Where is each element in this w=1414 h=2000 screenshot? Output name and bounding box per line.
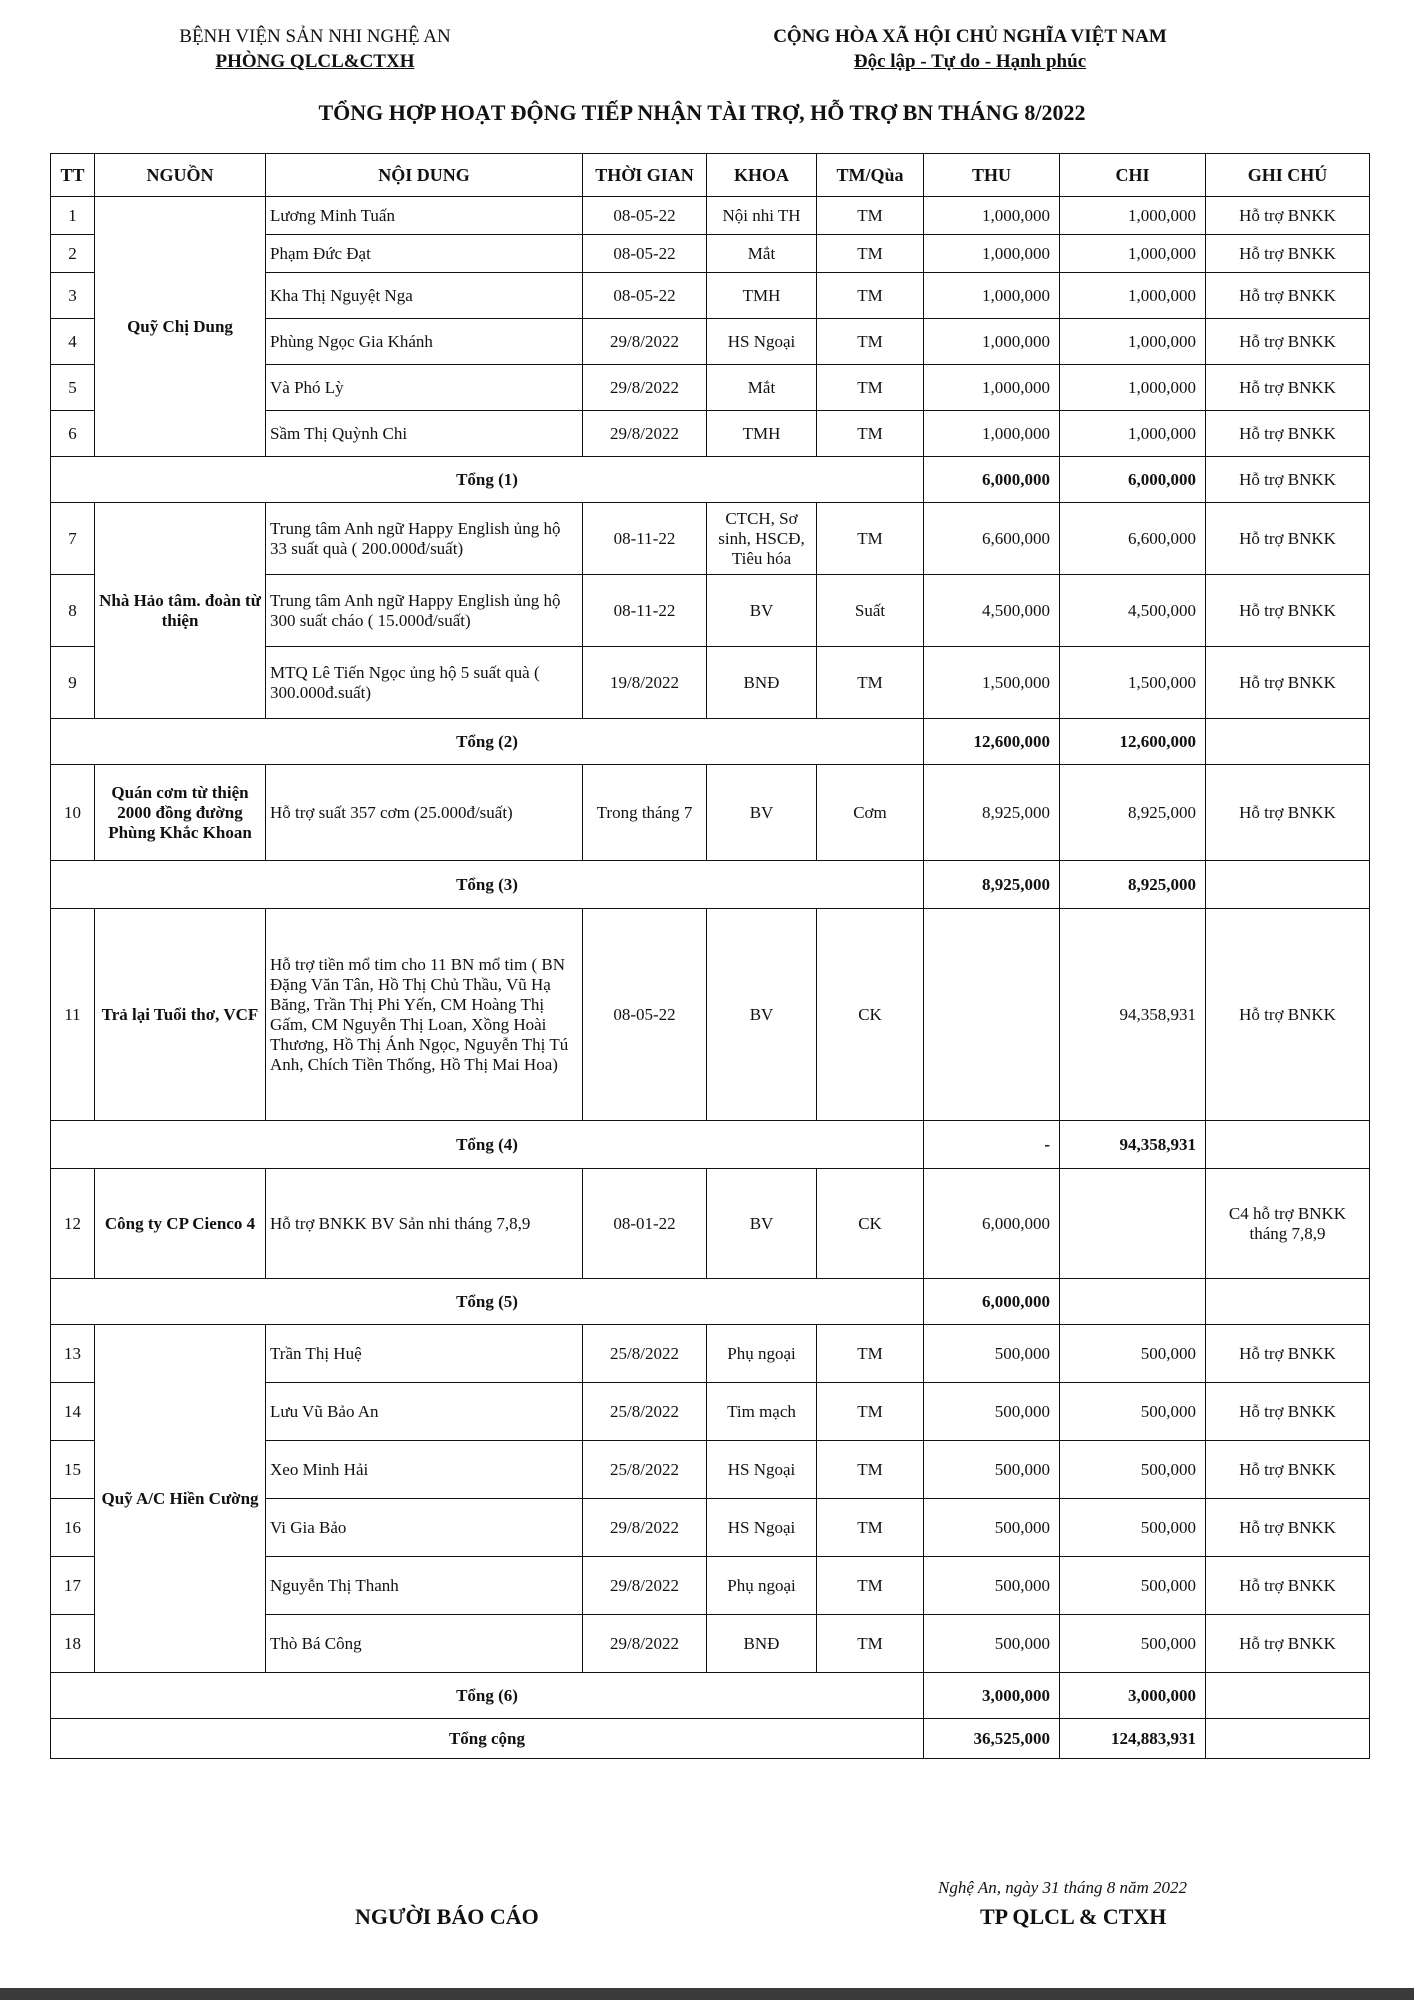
cell-time: 08-01-22 bbox=[583, 1169, 707, 1279]
column-header-source: NGUỒN bbox=[95, 154, 266, 197]
cell-content: Kha Thị Nguyệt Nga bbox=[266, 273, 583, 319]
cell-tt: 10 bbox=[51, 765, 95, 861]
cell-time: Trong tháng 7 bbox=[583, 765, 707, 861]
cell-thu bbox=[924, 909, 1060, 1121]
cell-chi: 500,000 bbox=[1060, 1383, 1206, 1441]
cell-dept: HS Ngoại bbox=[707, 1441, 817, 1499]
cell-type: TM bbox=[817, 1499, 924, 1557]
cell-note: Hỗ trợ BNKK bbox=[1206, 503, 1370, 575]
column-header-time: THỜI GIAN bbox=[583, 154, 707, 197]
cell-content: Thò Bá Công bbox=[266, 1615, 583, 1673]
subtotal-row bbox=[51, 1279, 1370, 1325]
cell-tt: 16 bbox=[51, 1499, 95, 1557]
cell-dept: HS Ngoại bbox=[707, 319, 817, 365]
cell-time: 29/8/2022 bbox=[583, 1557, 707, 1615]
reporter-signature-label: NGƯỜI BÁO CÁO bbox=[355, 1904, 539, 1929]
subtotal-chi bbox=[1060, 1279, 1206, 1325]
cell-type: TM bbox=[817, 647, 924, 719]
cell-note: Hỗ trợ BNKK bbox=[1206, 1383, 1370, 1441]
cell-thu: 1,500,000 bbox=[924, 647, 1060, 719]
national-header bbox=[740, 24, 1200, 74]
column-header-content: NỘI DUNG bbox=[266, 154, 583, 197]
hospital-header bbox=[150, 24, 480, 74]
subtotal-chi: 94,358,931 bbox=[1060, 1121, 1206, 1169]
sponsorship-table bbox=[50, 153, 1370, 1759]
cell-note: Hỗ trợ BNKK bbox=[1206, 319, 1370, 365]
cell-note: Hỗ trợ BNKK bbox=[1206, 1557, 1370, 1615]
cell-thu: 1,000,000 bbox=[924, 319, 1060, 365]
subtotal-thu: 8,925,000 bbox=[924, 861, 1060, 909]
subtotal-note bbox=[1206, 1673, 1370, 1719]
subtotal-note: Hỗ trợ BNKK bbox=[1206, 457, 1370, 503]
cell-type: TM bbox=[817, 1615, 924, 1673]
subtotal-thu: 6,000,000 bbox=[924, 457, 1060, 503]
cell-type: CK bbox=[817, 1169, 924, 1279]
table-row bbox=[51, 765, 1370, 861]
cell-content: Trần Thị Huệ bbox=[266, 1325, 583, 1383]
cell-chi: 500,000 bbox=[1060, 1499, 1206, 1557]
bottom-bar bbox=[0, 1988, 1414, 2000]
cell-time: 19/8/2022 bbox=[583, 647, 707, 719]
cell-tt: 4 bbox=[51, 319, 95, 365]
cell-chi: 1,000,000 bbox=[1060, 235, 1206, 273]
cell-content: Phùng Ngọc Gia Khánh bbox=[266, 319, 583, 365]
cell-time: 25/8/2022 bbox=[583, 1325, 707, 1383]
cell-tt: 3 bbox=[51, 273, 95, 319]
cell-time: 08-11-22 bbox=[583, 575, 707, 647]
cell-time: 08-11-22 bbox=[583, 503, 707, 575]
cell-dept: Nội nhi TH bbox=[707, 197, 817, 235]
cell-dept: Tim mạch bbox=[707, 1383, 817, 1441]
cell-thu: 6,600,000 bbox=[924, 503, 1060, 575]
cell-thu: 6,000,000 bbox=[924, 1169, 1060, 1279]
cell-tt: 12 bbox=[51, 1169, 95, 1279]
cell-type: TM bbox=[817, 1383, 924, 1441]
cell-note: Hỗ trợ BNKK bbox=[1206, 1499, 1370, 1557]
national-name: CỘNG HÒA XÃ HỘI CHỦ NGHĨA VIỆT NAM bbox=[773, 26, 1167, 47]
cell-note: Hỗ trợ BNKK bbox=[1206, 909, 1370, 1121]
cell-dept: CTCH, Sơ sinh, HSCĐ, Tiêu hóa bbox=[707, 503, 817, 575]
column-header-chi: CHI bbox=[1060, 154, 1206, 197]
column-header-dept: KHOA bbox=[707, 154, 817, 197]
cell-note: Hỗ trợ BNKK bbox=[1206, 411, 1370, 457]
subtotal-chi: 12,600,000 bbox=[1060, 719, 1206, 765]
cell-content: Hỗ trợ BNKK BV Sản nhi tháng 7,8,9 bbox=[266, 1169, 583, 1279]
cell-dept: BNĐ bbox=[707, 647, 817, 719]
cell-content: Phạm Đức Đạt bbox=[266, 235, 583, 273]
cell-content: Xeo Minh Hải bbox=[266, 1441, 583, 1499]
cell-type: TM bbox=[817, 273, 924, 319]
cell-note: Hỗ trợ BNKK bbox=[1206, 197, 1370, 235]
cell-chi: 8,925,000 bbox=[1060, 765, 1206, 861]
cell-content: MTQ Lê Tiến Ngọc ủng hộ 5 suất quà ( 300.000đ.suất) bbox=[266, 647, 583, 719]
cell-type: TM bbox=[817, 235, 924, 273]
cell-source: Trả lại Tuổi thơ, VCF bbox=[95, 909, 266, 1121]
cell-tt: 1 bbox=[51, 197, 95, 235]
cell-type: CK bbox=[817, 909, 924, 1121]
column-header-type: TM/Qùa bbox=[817, 154, 924, 197]
cell-content: Nguyễn Thị Thanh bbox=[266, 1557, 583, 1615]
cell-chi: 6,600,000 bbox=[1060, 503, 1206, 575]
cell-thu: 1,000,000 bbox=[924, 365, 1060, 411]
cell-note: Hỗ trợ BNKK bbox=[1206, 235, 1370, 273]
grand-total-row bbox=[51, 1719, 1370, 1759]
cell-chi bbox=[1060, 1169, 1206, 1279]
subtotal-row bbox=[51, 457, 1370, 503]
cell-type: TM bbox=[817, 1557, 924, 1615]
subtotal-chi: 3,000,000 bbox=[1060, 1673, 1206, 1719]
grand-total-note bbox=[1206, 1719, 1370, 1759]
cell-note: Hỗ trợ BNKK bbox=[1206, 1325, 1370, 1383]
cell-content: Lương Minh Tuấn bbox=[266, 197, 583, 235]
national-motto: Độc lập - Tự do - Hạnh phúc bbox=[853, 51, 1087, 72]
subtotal-note bbox=[1206, 1279, 1370, 1325]
subtotal-label: Tổng (4) bbox=[51, 1121, 924, 1169]
grand-total-chi: 124,883,931 bbox=[1060, 1719, 1206, 1759]
cell-thu: 1,000,000 bbox=[924, 411, 1060, 457]
cell-time: 08-05-22 bbox=[583, 197, 707, 235]
cell-tt: 14 bbox=[51, 1383, 95, 1441]
cell-time: 25/8/2022 bbox=[583, 1383, 707, 1441]
cell-thu: 4,500,000 bbox=[924, 575, 1060, 647]
table-row bbox=[51, 1325, 1370, 1383]
subtotal-thu: - bbox=[924, 1121, 1060, 1169]
cell-time: 08-05-22 bbox=[583, 235, 707, 273]
cell-chi: 1,000,000 bbox=[1060, 319, 1206, 365]
cell-content: Vi Gia Bảo bbox=[266, 1499, 583, 1557]
cell-dept: BV bbox=[707, 575, 817, 647]
cell-tt: 7 bbox=[51, 503, 95, 575]
cell-thu: 1,000,000 bbox=[924, 273, 1060, 319]
cell-thu: 1,000,000 bbox=[924, 235, 1060, 273]
cell-tt: 11 bbox=[51, 909, 95, 1121]
cell-thu: 500,000 bbox=[924, 1615, 1060, 1673]
column-header-thu: THU bbox=[924, 154, 1060, 197]
cell-time: 08-05-22 bbox=[583, 273, 707, 319]
subtotal-label: Tổng (1) bbox=[51, 457, 924, 503]
cell-tt: 8 bbox=[51, 575, 95, 647]
cell-thu: 500,000 bbox=[924, 1325, 1060, 1383]
cell-tt: 17 bbox=[51, 1557, 95, 1615]
approver-signature-label: TP QLCL & CTXH bbox=[980, 1904, 1167, 1929]
subtotal-note bbox=[1206, 719, 1370, 765]
cell-tt: 13 bbox=[51, 1325, 95, 1383]
department-name: PHÒNG QLCL&CTXH bbox=[215, 51, 415, 72]
cell-note: Hỗ trợ BNKK bbox=[1206, 365, 1370, 411]
table-row bbox=[51, 197, 1370, 235]
subtotal-thu: 3,000,000 bbox=[924, 1673, 1060, 1719]
cell-note: Hỗ trợ BNKK bbox=[1206, 575, 1370, 647]
table-row bbox=[51, 1169, 1370, 1279]
cell-dept: Mắt bbox=[707, 365, 817, 411]
subtotal-row bbox=[51, 1121, 1370, 1169]
subtotal-chi: 8,925,000 bbox=[1060, 861, 1206, 909]
cell-tt: 2 bbox=[51, 235, 95, 273]
cell-dept: BV bbox=[707, 909, 817, 1121]
cell-time: 08-05-22 bbox=[583, 909, 707, 1121]
grand-total-label: Tổng cộng bbox=[51, 1719, 924, 1759]
cell-chi: 500,000 bbox=[1060, 1615, 1206, 1673]
cell-source: Quán cơm từ thiện 2000 đồng đường Phùng Khắc Khoan bbox=[95, 765, 266, 861]
cell-chi: 500,000 bbox=[1060, 1557, 1206, 1615]
cell-source: Công ty CP Cienco 4 bbox=[95, 1169, 266, 1279]
subtotal-label: Tổng (2) bbox=[51, 719, 924, 765]
cell-dept: BNĐ bbox=[707, 1615, 817, 1673]
cell-time: 29/8/2022 bbox=[583, 319, 707, 365]
cell-dept: TMH bbox=[707, 411, 817, 457]
subtotal-row bbox=[51, 861, 1370, 909]
table-row bbox=[51, 909, 1370, 1121]
column-header-note: GHI CHÚ bbox=[1206, 154, 1370, 197]
cell-type: Cơm bbox=[817, 765, 924, 861]
cell-dept: BV bbox=[707, 1169, 817, 1279]
cell-note: C4 hỗ trợ BNKK tháng 7,8,9 bbox=[1206, 1169, 1370, 1279]
cell-thu: 1,000,000 bbox=[924, 197, 1060, 235]
cell-type: TM bbox=[817, 197, 924, 235]
cell-content: Lưu Vũ Bảo An bbox=[266, 1383, 583, 1441]
cell-tt: 18 bbox=[51, 1615, 95, 1673]
cell-content: Trung tâm Anh ngữ Happy English ủng hộ 300 suất cháo ( 15.000đ/suất) bbox=[266, 575, 583, 647]
cell-chi: 1,000,000 bbox=[1060, 273, 1206, 319]
cell-chi: 500,000 bbox=[1060, 1325, 1206, 1383]
cell-content: Trung tâm Anh ngữ Happy English ủng hộ 33 suất quà ( 200.000đ/suất) bbox=[266, 503, 583, 575]
table-row bbox=[51, 503, 1370, 575]
subtotal-note bbox=[1206, 861, 1370, 909]
cell-tt: 9 bbox=[51, 647, 95, 719]
cell-note: Hỗ trợ BNKK bbox=[1206, 1615, 1370, 1673]
subtotal-note bbox=[1206, 1121, 1370, 1169]
cell-type: Suất bbox=[817, 575, 924, 647]
cell-time: 29/8/2022 bbox=[583, 1499, 707, 1557]
subtotal-label: Tổng (3) bbox=[51, 861, 924, 909]
document-title: TỔNG HỢP HOẠT ĐỘNG TIẾP NHẬN TÀI TRỢ, HỖ TRỢ BN THÁNG 8/2022 bbox=[318, 100, 1086, 125]
cell-time: 29/8/2022 bbox=[583, 1615, 707, 1673]
cell-chi: 1,500,000 bbox=[1060, 647, 1206, 719]
cell-content: Hỗ trợ tiền mổ tim cho 11 BN mổ tim ( BN Đặng Văn Tân, Hồ Thị Chủ Thầu, Vũ Hạ Băng, Trần Thị Phi Yến, CM Hoàng Thị Gấm, CM Nguyễn Thị Loan, Xồng Hoài Thương, Hồ Thị Ánh Ngọc, Nguyễn Thị Tú Anh, Chích Tiền Thống, Hồ Thị Mai Hoa) bbox=[266, 909, 583, 1121]
cell-thu: 500,000 bbox=[924, 1383, 1060, 1441]
cell-type: TM bbox=[817, 503, 924, 575]
hospital-name: BỆNH VIỆN SẢN NHI NGHỆ AN bbox=[179, 26, 451, 47]
cell-content: Hỗ trợ suất 357 cơm (25.000đ/suất) bbox=[266, 765, 583, 861]
cell-source: Quỹ A/C Hiền Cường bbox=[95, 1325, 266, 1673]
cell-note: Hỗ trợ BNKK bbox=[1206, 273, 1370, 319]
cell-content: Sầm Thị Quỳnh Chi bbox=[266, 411, 583, 457]
cell-thu: 500,000 bbox=[924, 1441, 1060, 1499]
cell-note: Hỗ trợ BNKK bbox=[1206, 1441, 1370, 1499]
subtotal-row bbox=[51, 1673, 1370, 1719]
subtotal-thu: 6,000,000 bbox=[924, 1279, 1060, 1325]
cell-type: TM bbox=[817, 319, 924, 365]
cell-type: TM bbox=[817, 1325, 924, 1383]
cell-note: Hỗ trợ BNKK bbox=[1206, 765, 1370, 861]
subtotal-row bbox=[51, 719, 1370, 765]
subtotal-chi: 6,000,000 bbox=[1060, 457, 1206, 503]
cell-dept: Phụ ngoại bbox=[707, 1325, 817, 1383]
cell-source: Quỹ Chị Dung bbox=[95, 197, 266, 457]
cell-type: TM bbox=[817, 365, 924, 411]
report-date: Nghệ An, ngày 31 tháng 8 năm 2022 bbox=[938, 1878, 1188, 1897]
cell-dept: Mắt bbox=[707, 235, 817, 273]
cell-tt: 15 bbox=[51, 1441, 95, 1499]
cell-chi: 1,000,000 bbox=[1060, 411, 1206, 457]
cell-note: Hỗ trợ BNKK bbox=[1206, 647, 1370, 719]
cell-source: Nhà Hảo tâm. đoàn từ thiện bbox=[95, 503, 266, 719]
cell-thu: 500,000 bbox=[924, 1557, 1060, 1615]
cell-dept: Phụ ngoại bbox=[707, 1557, 817, 1615]
cell-time: 25/8/2022 bbox=[583, 1441, 707, 1499]
cell-tt: 6 bbox=[51, 411, 95, 457]
cell-time: 29/8/2022 bbox=[583, 411, 707, 457]
cell-dept: TMH bbox=[707, 273, 817, 319]
cell-thu: 8,925,000 bbox=[924, 765, 1060, 861]
cell-tt: 5 bbox=[51, 365, 95, 411]
cell-time: 29/8/2022 bbox=[583, 365, 707, 411]
subtotal-label: Tổng (6) bbox=[51, 1673, 924, 1719]
cell-chi: 4,500,000 bbox=[1060, 575, 1206, 647]
cell-dept: BV bbox=[707, 765, 817, 861]
cell-type: TM bbox=[817, 411, 924, 457]
grand-total-thu: 36,525,000 bbox=[924, 1719, 1060, 1759]
cell-thu: 500,000 bbox=[924, 1499, 1060, 1557]
cell-chi: 94,358,931 bbox=[1060, 909, 1206, 1121]
cell-type: TM bbox=[817, 1441, 924, 1499]
cell-dept: HS Ngoại bbox=[707, 1499, 817, 1557]
cell-content: Và Phó Lỳ bbox=[266, 365, 583, 411]
table-header-row bbox=[51, 154, 1370, 197]
cell-chi: 500,000 bbox=[1060, 1441, 1206, 1499]
cell-chi: 1,000,000 bbox=[1060, 365, 1206, 411]
subtotal-label: Tổng (5) bbox=[51, 1279, 924, 1325]
cell-chi: 1,000,000 bbox=[1060, 197, 1206, 235]
column-header-tt: TT bbox=[51, 154, 95, 197]
subtotal-thu: 12,600,000 bbox=[924, 719, 1060, 765]
